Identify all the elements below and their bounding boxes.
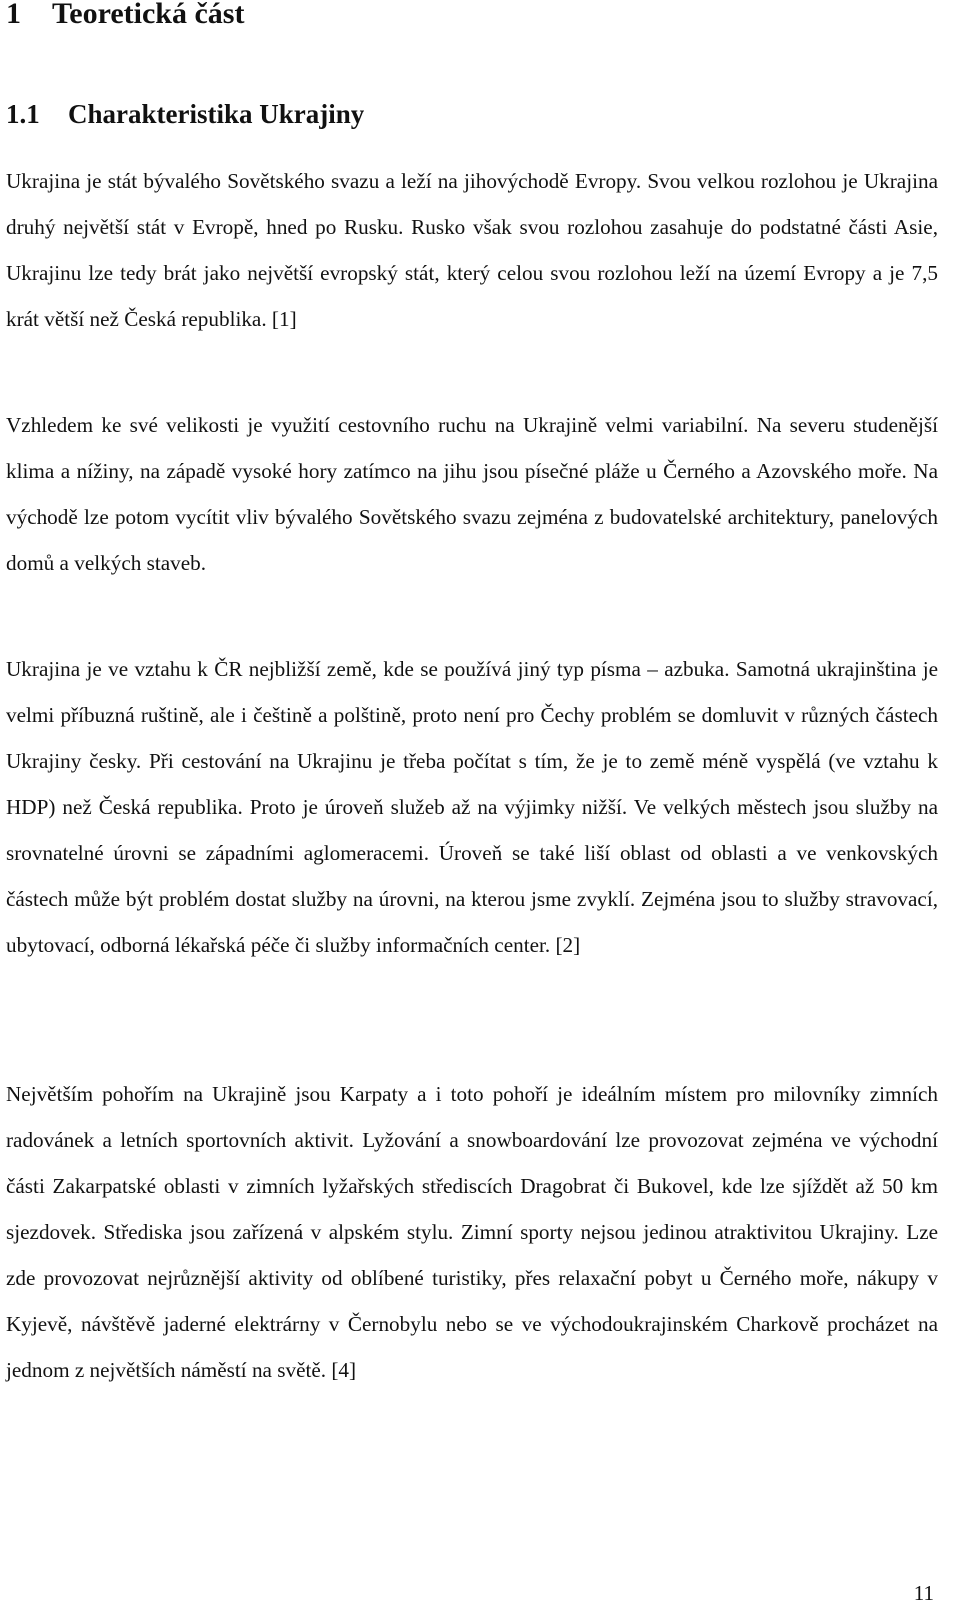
paragraph-2: Vzhledem ke své velikosti je využití cestovního ruchu na Ukrajině velmi variabilní. Na severu studenější klima a nížiny, na západě vysoké hory zatímco na jihu jsou písečné pláže u Černého a Azovského moře. Na východě lze potom vycítit vliv bývalého Sovětského svazu zejména z budovatelské architektury, panelových domů a velkých staveb. — [6, 413, 938, 575]
section-title: Charakteristika Ukrajiny — [68, 99, 365, 129]
section-heading — [6, 94, 364, 134]
chapter-heading — [6, 0, 244, 34]
chapter-number: 1 — [6, 0, 21, 30]
paragraph-1: Ukrajina je stát bývalého Sovětského svazu a leží na jihovýchodě Evropy. Svou velkou rozlohou je Ukrajina druhý největší stát v Evropě, hned po Rusku. Rusko však svou rozlohou zasahuje do podstatné části Asie, Ukrajinu lze tedy brát jako největší evropský stát, který celou svou rozlohou leží na území Evropy a je 7,5 krát větší než Česká republika. [1] — [6, 169, 938, 331]
paragraph-3: Ukrajina je ve vztahu k ČR nejbližší země, kde se používá jiný typ písma – azbuka. Samotná ukrajinština je velmi příbuzná ruštině, ale i češtině a polštině, proto není pro Čechy problém se domluvit v různých částech Ukrajiny česky. Při cestování na Ukrajinu je třeba počítat s tím, že je to země méně vyspělá (ve vztahu k HDP) než Česká republika. Proto je úroveň služeb až na výjimky nižší. Ve velkých městech jsou služby na srovnatelné úrovni se západními aglomeracemi. Úroveň se také liší oblast od oblasti a ve venkovských částech může být problém dostat služby na úrovni, na kterou jsme zvyklí. Zejména jsou to služby stravovací, ubytovací, odborná lékařská péče či služby informačních center. [2] — [6, 657, 938, 957]
chapter-title: Teoretická část — [52, 0, 245, 30]
section-number: 1.1 — [6, 99, 40, 129]
page-number: 11 — [913, 1581, 934, 1605]
paragraph-4: Největším pohořím na Ukrajině jsou Karpaty a i toto pohoří je ideálním místem pro milovníky zimních radovánek a letních sportovních aktivit. Lyžování a snowboardování lze provozovat zejména ve východní části Zakarpatské oblasti v zimních lyžařských střediscích Dragobrat či Bukovel, kde lze sjíždět až 50 km sjezdovek. Střediska jsou zařízená v alpském stylu. Zimní sporty nejsou jedinou atraktivitou Ukrajiny. Lze zde provozovat nejrůznější aktivity od oblíbené turistiky, přes relaxační pobyt u Černého moře, nákupy v Kyjevě, návštěvě jaderné elektrárny v Černobylu nebo se ve východoukrajinském Charkově procházet na jednom z největších náměstí na světě. [4] — [6, 1082, 938, 1382]
